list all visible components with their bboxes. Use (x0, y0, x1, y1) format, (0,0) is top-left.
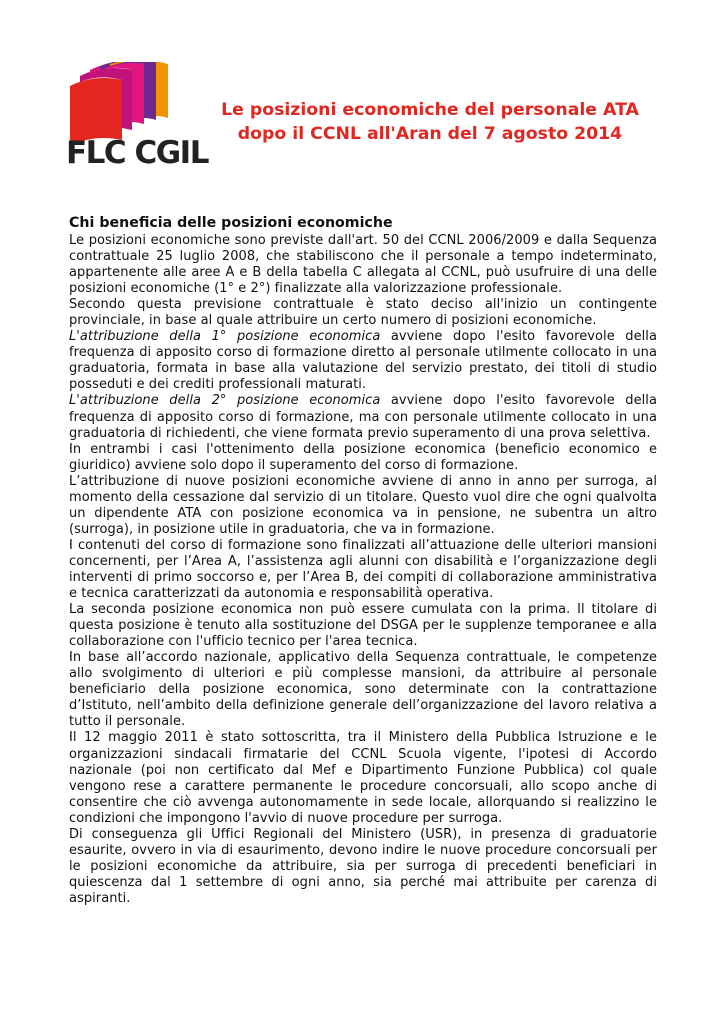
document-body (69, 213, 657, 907)
logo-wordmark: FLC CGIL (66, 135, 208, 171)
document-title (190, 98, 670, 146)
paragraph-text: avviene dopo l'esito favorevole della frequenza di apposito corso di formazione diretto al personale utilmente collocato in una graduatoria, formata in base alla valutazione del servizio prestato, dei titoli di studio posseduti e dei crediti professionali maturati. (69, 329, 657, 393)
paragraph-text: avviene dopo l'esito favorevole della frequenza di apposito corso di formazione, ma con personale utilmente collocato in una graduatoria di richiedenti, che viene formata previo superamento di una prova selettiva. (69, 393, 657, 441)
paragraph: Secondo questa previsione contrattuale è stato deciso all'inizio un contingente provinciale, in base al quale attribuire un certo numero di posizioni economiche. (69, 297, 657, 329)
paragraph: Le posizioni economiche sono previste dall'art. 50 del CCNL 2006/2009 e dalla Sequenza contrattuale 25 luglio 2008, che stabiliscono che il personale a tempo indeterminato, appartenente alle aree A e B della tabella C allegata al CCNL, può usufruire di una delle posizioni economiche (1° e 2°) finalizzate alla valorizzazione professionale. (69, 233, 657, 297)
section-heading: Chi beneficia delle posizioni economiche (69, 215, 393, 231)
title-line-2: dopo il CCNL all'Aran del 7 agosto 2014 (237, 124, 623, 144)
paragraph (69, 393, 657, 441)
emphasis-text: L'attribuzione della 1° posizione economica (69, 329, 381, 345)
paragraph: L’attribuzione di nuove posizioni economiche avviene di anno in anno per surroga, al momento della cessazione dal servizio di un titolare. Questo vuol dire che ogni qualvolta un dipendente ATA con posizione economica va in pensione, ne subentra un altro (surroga), in posizione utile in graduatoria, che va in formazione. (69, 473, 657, 537)
paragraph: Il 12 maggio 2011 è stato sottoscritta, tra il Ministero della Pubblica Istruzione e le organizzazioni sindacali firmatarie del CCNL Scuola vigente, l'ipotesi di Accordo nazionale (poi non certificato dal Mef e Dipartimento Funzione Pubblica) col quale vengono rese a carattere permanente le procedure concorsuali, allo scopo anche di consentire che ciò avvenga autonomamente in sede locale, allorquando si realizzino le condizioni che impongono l'avvio di nuove procedure per surroga. (69, 730, 657, 826)
title-line-1: Le posizioni economiche del personale ATA (221, 100, 639, 120)
paragraph: Di conseguenza gli Uffici Regionali del Ministero (USR), in presenza di graduatorie esaurite, ovvero in via di esaurimento, devono indire le nuove procedure concorsuali per le posizioni economiche da attribuire, sia per surroga di precedenti beneficiari in quiescenza dal 1 settembre di ogni anno, sia perché mai attribuite per carenza di aspiranti. (69, 826, 657, 906)
logo-flag-icon (70, 62, 168, 146)
paragraph: In entrambi i casi l'ottenimento della posizione economica (beneficio economico e giuridico) avviene solo dopo il superamento del corso di formazione. (69, 441, 657, 473)
paragraph: La seconda posizione economica non può essere cumulata con la prima. Il titolare di questa posizione è tenuto alla sostituzione del DSGA per le supplenze temporanee e alla collaborazione con l'ufficio tecnico per l'area tecnica. (69, 602, 657, 650)
paragraph: I contenuti del corso di formazione sono finalizzati all’attuazione delle ulteriori mansioni concernenti, per l’Area A, l’assistenza agli alunni con disabilità e l’organizzazione degli interventi di primo soccorso e, per l’Area B, dei compiti di collaborazione amministrativa e tecnica caratterizzati da autonomia e responsabilità operativa. (69, 537, 657, 602)
paragraph: In base all’accordo nazionale, applicativo della Sequenza contrattuale, le competenze allo svolgimento di ulteriori e più complesse mansioni, da attribuire al personale beneficiario della posizione economica, sono determinate con la contrattazione d’Istituto, nell’ambito della definizione generale dell’organizzazione del lavoro relativa a tutto il personale. (69, 650, 657, 730)
paragraph (69, 329, 657, 393)
emphasis-text: L'attribuzione della 2° posizione economica (69, 393, 381, 409)
